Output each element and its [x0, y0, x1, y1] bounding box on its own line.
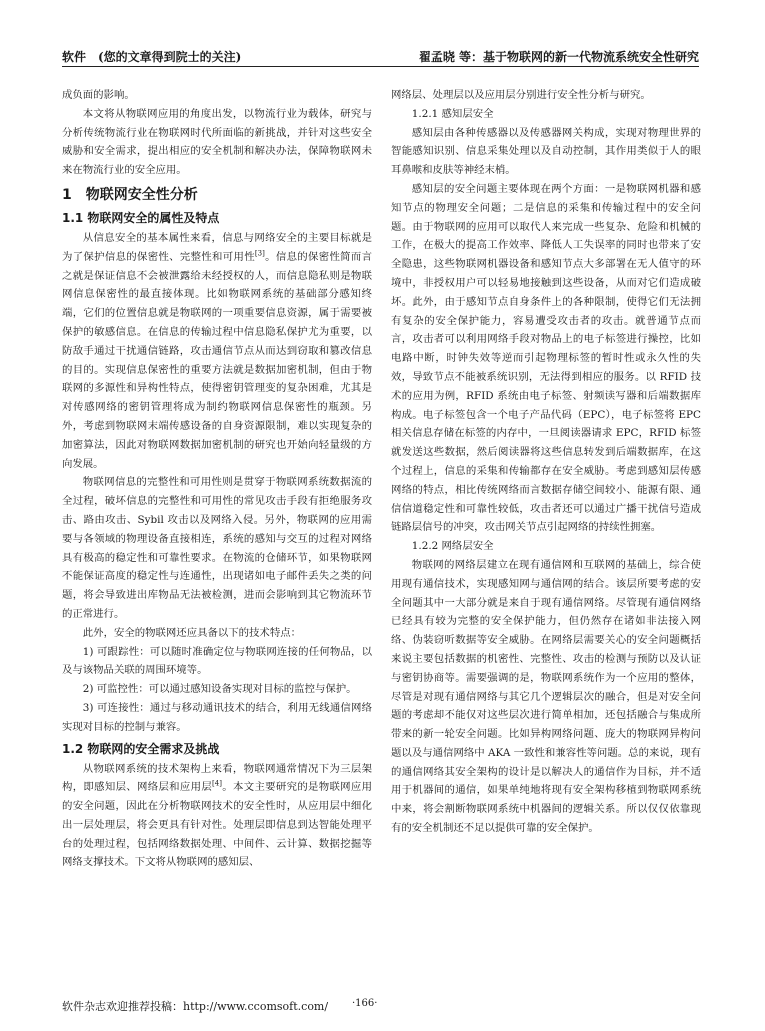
paragraph-text: 。信息的保密性简而言之就是保证信息不会被泄露给未经授权的人，而信息隐私则是物联网信息保密性的最直接体现。比如物联网系统的基础部分感知终端，它们的位置信息就是物联网的一项重要信息资源，属于需要被保护的敏感信息。在信息的传输过程中信息隐私保护尤为重要，以防敌手通过干扰通信链路，攻击通信节点从而达到窃取和篡改信息的目的。实现信息保密性的重要方法就是数据加密机制，但由于物联网的多源性和异构性特点，使得密钥管理变的复杂困难，尤其是对传感网络的密钥管理将成为制约物联网信息保密性的瓶颈。另外，考虑到物联网末端传感设备的自身资源限制，难以实现复杂的加密算法，因此对物联网数据加密机制的研究也开始向轻量级的方向发展。: [62, 250, 372, 470]
paragraph: 本文将从物联网应用的角度出发，以物流行业为载体，研究与分析传统物流行业在物联网时代所面临的新挑战，并针对这些安全威胁和安全需求，提出相应的安全机制和解决办法，保障物联网未来在物流行业的安全应用。: [62, 107, 372, 177]
paragraph: 网络层、处理层以及应用层分别进行安全性分析与研究。: [391, 89, 651, 101]
paragraph: 此外，安全的物联网还应具备以下的技术特点：: [82, 626, 301, 639]
paragraph-text: 从物联网系统的技术架构上来看，物联网通常情况下为三层架构，即感知层、网络层和应用层: [62, 762, 372, 794]
list-item: 1) 可跟踪性：可以随时准确定位与物联网连接的任何物品，以及与该物品关联的周围环境等。: [62, 645, 372, 677]
footer-link-text: 软件杂志欢迎推荐投稿：http://www.ccomsoft.com/: [62, 1000, 329, 1013]
subsection-heading: 1.2 物联网的安全需求及挑战: [62, 741, 220, 756]
subsubsection-heading: 1.2.1 感知层安全: [411, 107, 494, 120]
page-footer: [62, 998, 699, 1016]
right-column: [391, 86, 701, 838]
paragraph: 感知层的安全问题主要体现在两个方面：一是物联网机器和感知节点的物理安全问题；二是信息的采集和传输过程中的安全问题。由于物联网的应用可以取代人来完成一些复杂、危险和机械的工作，在极大的提高工作效率、降低人工失误率的同时也带来了安全隐患，这些物联网机器设备和感知节点大多部署在无人值守的环境中，非授权用户可以轻易地接触到这些设备，从而对它们造成破坏。此外，由于感知节点自身条件上的各种限制，使得它们无法拥有复杂的安全保护能力，容易遭受攻击者的攻击。就普通节点而言，攻击者可以利用网络手段对物品上的电子标签进行操控，比如电路中断，时钟失效等逆而引起物理标签的暂时性或永久性的失效，导致节点不能被系统识别，无法得到相应的服务。以 RFID 技术的应用为例，RFID 系统由电子标签、射频读写器和后端数据库构成。电子标签包含一个电子产品代码（EPC），电子标签将 EPC 相关信息存储在标签的内存中，一旦阅读器请求 EPC，RFID 标签就发送这些数据，然后阅读器将这些信息转发到后端数据库，在这个过程上，信息的采集和传输都存在安全威胁。考虑到感知层传感网络的特点，相比传统网络而言数据存储空间较小、能源有限、通信信道稳定性和可靠性较低，攻击者还可以通过广播干扰信号造成链路层信号的冲突，攻击网关节点引起网络的持续性拥塞。: [391, 182, 701, 534]
subsubsection-heading: 1.2.2 网络层安全: [411, 540, 494, 553]
journal-header: 软件 (您的文章得到院士的关注): [62, 50, 242, 64]
section-heading: 1 物联网安全性分析: [62, 186, 198, 203]
paragraph-text: 从信息安全的基本属性来看，信息与网络安全的主要目标就是为了保护信息的保密性、完整性和可用性: [62, 231, 372, 263]
paragraph: 物联网的网络层建立在现有通信网和互联网的基础上，综合使用现有通信技术，实现感知网与通信网的结合。该层所要考虑的安全问题其中一大部分就是来自于现有通信网络。尽管现有通信网络已经具有较为完整的安全保护能力，但仍然存在诸如非法接入网络、伪装窃听数据等安全威胁。在网络层需要关心的安全问题概括来说主要包括数据的机密性、完整性、攻击的检测与预防以及认证与密钥协商等。需要强调的是，物联网系统作为一个应用的整体，尽管是对现有通信网络与其它几个逻辑层次的融合，但是对安全问题的考虑却不能仅对这些层次进行简单相加，还包括融合与集成所带来的新一轮安全问题。比如异构网络问题、庞大的物联网异构问题以及与通信网络中 AKA 一致性和兼容性等问题。总的来说，现有的通信网络其安全架构的设计是以解决人的通信作为目标，并不适用于机器间的通信，如果单纯地将现有安全架构移植到物联网系统中来，将会割断物联网系统中机器间的逻辑关系。所以仅仅依靠现有的安全机制还不足以提供可靠的安全保护。: [391, 558, 701, 835]
paragraph: [62, 760, 372, 873]
left-column: [62, 86, 372, 872]
page-number: ·166·: [352, 998, 378, 1009]
citation: [3]: [254, 249, 265, 258]
paragraph: 成负面的影响。: [62, 89, 135, 101]
paragraph-text: 。本文主要研究的是物联网应用的安全问题，因此在分析物联网技术的安全性时，从应用层中细化出一层处理层，将会更具有针对性。处理层即信息到达智能处理平台的处理过程，包括网络数据处理、中间件、云计算、数据挖掘等网络支撑技术。下文将从物联网的感知层、: [62, 781, 373, 869]
paragraph: [62, 229, 372, 473]
paragraph: 感知层由各种传感器以及传感器网关构成，实现对物理世界的智能感知识别、信息采集处理以及自动控制，其作用类似于人的眼耳鼻喉和皮肤等神经末梢。: [391, 126, 701, 177]
list-item: 2) 可监控性：可以通过感知设备实现对目标的监控与保护。: [82, 683, 357, 696]
subsection-heading: 1.1 物联网安全的属性及特点: [62, 210, 220, 225]
citation: [4]: [212, 779, 222, 788]
list-item: 3) 可连接性：通过与移动通讯技术的结合，利用无线通信网络实现对目标的控制与兼容。: [62, 701, 372, 733]
paragraph: 物联网信息的完整性和可用性则是贯穿于物联网系统数据流的全过程，破坏信息的完整性和可用性的常见攻击手段有拒绝服务攻击、路由攻击、Sybil 攻击以及网络入侵。另外，物联网的应用需要与各领域的物理设备直接相连，系统的感知与交互的过程对网络具有极高的稳定性和可靠性要求。在物流的仓储环节，如果物联网不能保证高度的稳定性与连通性，出现诸如电子邮件丢失之类的问题，将会导致进出库物品无法被检测，进而会影响到其它物流环节的正常进行。: [62, 476, 372, 620]
article-header: 翟孟晓 等：基于物联网的新一代物流系统安全性研究: [418, 50, 699, 64]
running-header: [62, 44, 699, 67]
